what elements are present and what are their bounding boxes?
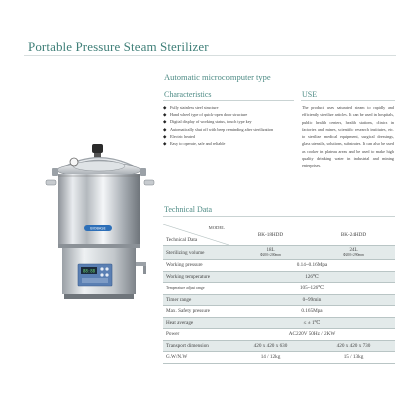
row-label: Transport dimension [163,340,229,352]
cell-subvalue: Φ200×200mm [259,253,282,257]
row-label: Power [163,329,229,341]
table-row [163,294,395,306]
technical-data-table [163,224,395,364]
list-item: ◆ Easy to operate, safe and reliable [163,141,226,147]
table-cell: 0.14~0.16Mpa [229,260,395,272]
cell-value: 24L [349,248,358,253]
row-label: Working pressure [163,260,229,272]
lid-knob [92,144,103,153]
characteristics-divider [163,100,294,101]
table-cell: 420 x 420 x 630 [229,340,312,352]
list-item: ◆ Hand wheel type of quick-open door structure [163,112,248,118]
use-divider [301,100,395,101]
technical-data-heading: Technical Data [164,205,213,214]
table-cell: 0.165Mpa [229,306,395,318]
row-label: Working temperature [163,271,229,283]
table-row [163,317,395,329]
table-row [163,271,395,283]
bullet-icon: ◆ [163,126,167,132]
list-item: ◆ Digital display of working status, touch type key [163,119,252,125]
use-heading: USE [302,90,318,99]
row-label: Temperature adjust range [163,283,229,295]
brand-badge: BIOBASE [90,226,106,231]
model-label: MODEL [208,225,225,230]
table-row [163,329,395,341]
bullet-icon: ◆ [163,141,167,147]
list-item: ◆ Fully stainless steel structure [163,105,219,110]
row-label: Heat average [163,317,229,329]
table-corner-cell [163,224,229,246]
row-label: Sterilizing volume [163,246,229,260]
table-cell: AC220V 50Hz / 2KW [229,329,395,341]
table-header-row [163,224,395,246]
list-item: ◆ Electric heated [163,133,195,139]
model-header-1: BK-18HDD [229,224,312,246]
page-title: Portable Pressure Steam Sterilizer [28,39,209,54]
characteristics-heading: Characteristics [164,90,212,99]
table-cell: 14 / 12kg [229,352,312,364]
table-cell: 0~99min [229,294,395,306]
pressure-gauge [70,158,78,166]
table-row [163,306,395,318]
table-row [163,283,395,295]
table-cell [312,246,395,260]
sterilizer-product-image [44,140,156,305]
table-row [163,352,395,364]
row-label: Max. Safety pressure [163,306,229,318]
list-item: ◆ Automatically shut off with beep reminding after sterilization [163,126,274,132]
table-row [163,340,395,352]
characteristics-list [163,104,295,147]
cell-subvalue: Φ200×290mm [342,253,365,257]
table-cell: 105~126℃ [229,283,395,295]
bullet-icon: ◆ [163,112,167,118]
product-subtitle: Automatic microcomputer type [164,72,271,82]
bullet-icon: ◆ [163,133,167,139]
table-cell [229,246,312,260]
table-cell: ≤ ± 1℃ [229,317,395,329]
technical-data-label: Technical Data [166,237,198,243]
technical-data-divider [163,216,395,217]
title-divider [24,55,396,56]
table-row [163,246,395,260]
bullet-icon: ◆ [163,105,167,110]
table-cell: 420 x 420 x 730 [312,340,395,352]
digital-display: 88:88 [82,268,96,274]
table-row [163,260,395,272]
bullet-icon: ◆ [163,119,167,125]
use-description: The product uses saturated steam to rapidly and efficiently sterilize articles. It can be used in hospitals, public health centers, health stations, clinics in factories and mines, scientific research institutes, etc. to sterilize medical equipment, surgical dressings, glass utensils, solutions, substrates. It can also be used as cooker in plateau areas and be used to make high quality drinking water in industrial and mining enterprises. [302,105,394,169]
cell-value: 18L [266,248,275,253]
row-label: G.W/N.W [163,352,229,364]
model-header-2: BK-24HDD [312,224,395,246]
table-cell: 126℃ [229,271,395,283]
table-cell: 15 / 13kg [312,352,395,364]
row-label: Timer range [163,294,229,306]
